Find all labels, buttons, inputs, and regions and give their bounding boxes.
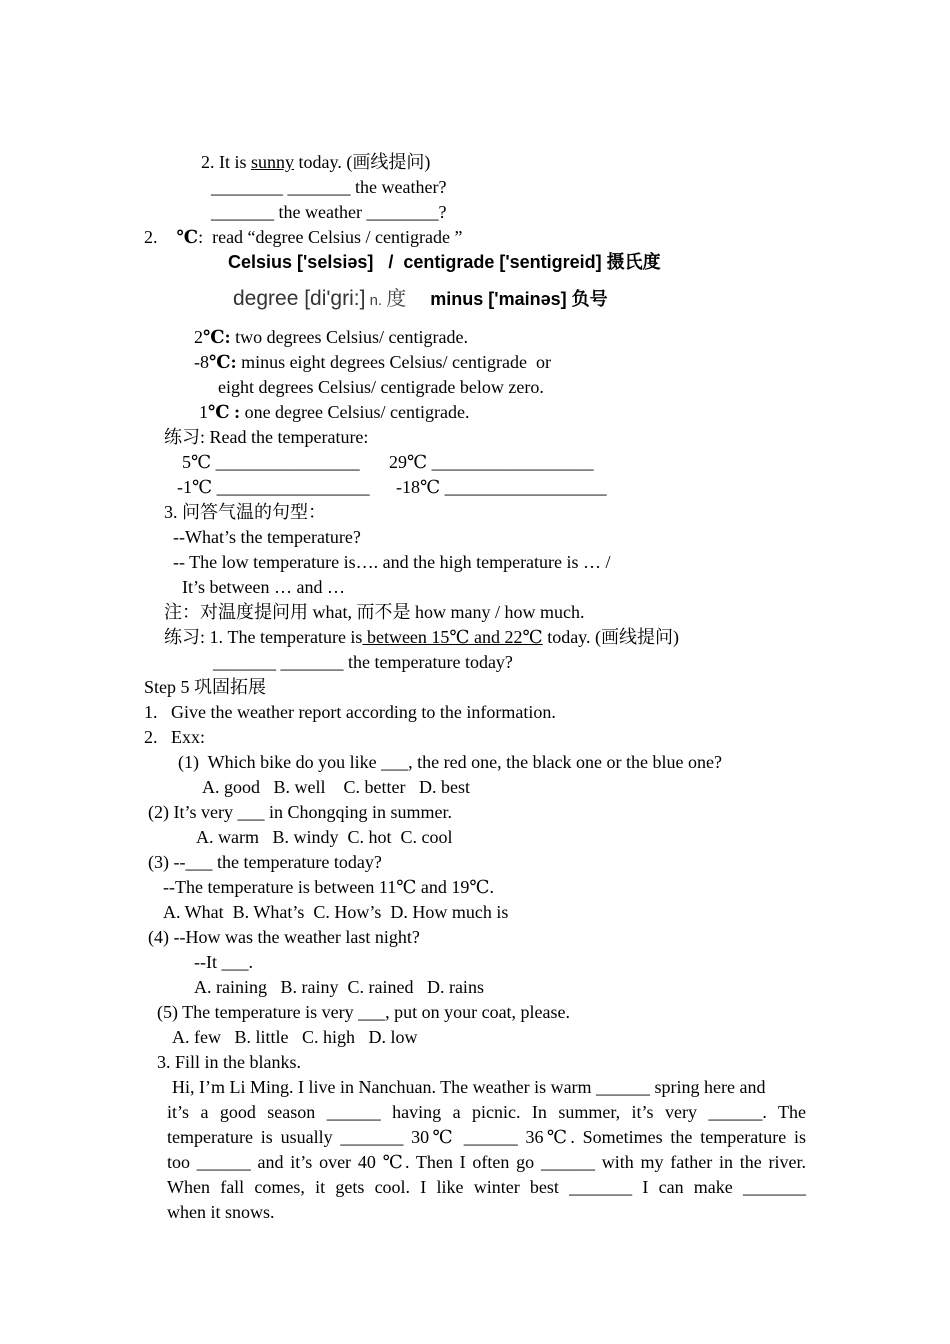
exercise-q3: (3) --___ the temperature today? — [148, 852, 382, 872]
exercise-q3-options: A. What B. What’s C. How’s D. How much is — [163, 902, 509, 922]
fill-paragraph-line-2: it’s a good season ______ having a picnic. In summer, it’s very ______. The — [167, 1102, 806, 1122]
exercise-q4-options: A. raining B. rainy C. rained D. rains — [194, 977, 484, 997]
question-2-line — [201, 150, 430, 175]
degree-phonetic-line — [233, 286, 608, 313]
exercise-q1-options: A. good B. well C. better D. best — [202, 777, 470, 797]
sentence-pattern-practice — [164, 625, 679, 650]
example-unit: ℃ : — [208, 402, 241, 422]
degree-word: degree [di'gri:] — [233, 287, 366, 310]
celsius-example-2-cont: eight degrees Celsius/ centigrade below zero. — [218, 377, 544, 397]
fill-paragraph-line-3: temperature is usually _______ 30℃ ______ 36℃. Sometimes the temperature is — [167, 1127, 806, 1147]
exercise-q4: (4) --How was the weather last night? — [148, 927, 420, 947]
fill-paragraph-line-5: When fall comes, it gets cool. I like winter best _______ I can make _______ — [167, 1177, 806, 1197]
step5-item-2: 2. Exx: — [144, 727, 205, 747]
sentence-pattern-title: 3. 问答气温的句型： — [164, 502, 326, 522]
practice-row2-left: -1℃ _________________ — [177, 477, 370, 497]
step5-item-3: 3. Fill in the blanks. — [157, 1052, 301, 1072]
celsius-example-3 — [199, 400, 469, 425]
celsius-symbol: ℃ — [176, 227, 199, 247]
q2-underlined-word: sunny — [251, 152, 295, 172]
sentence-pattern-answer-2: It’s between … and … — [182, 577, 345, 597]
example-number: 2 — [194, 327, 203, 347]
celsius-phonetic-line: Celsius ['selsiəs] / centigrade ['sentigreid] 摄氏度 — [228, 252, 661, 272]
example-unit: ℃: — [203, 327, 231, 347]
exercise-q2-options: A. warm B. windy C. hot C. cool — [196, 827, 453, 847]
minus-phonetic: minus ['mainəs] 负号 — [430, 289, 608, 309]
fill-paragraph-line-6: when it snows. — [167, 1202, 275, 1222]
practice-row2-right: -18℃ __________________ — [396, 477, 607, 497]
example-number: 1 — [199, 402, 208, 422]
example-text: minus eight degrees Celsius/ centigrade or — [236, 352, 551, 372]
q2-blank-line-2: _______ the weather ________? — [211, 202, 447, 222]
practice-row1-right: 29℃ __________________ — [389, 452, 594, 472]
q2-suffix: today. (画线提问) — [294, 152, 431, 172]
sentence-pattern-practice-blank: _______ _______ the temperature today? — [213, 652, 513, 672]
exercise-q1: (1) Which bike do you like ___, the red one, the black one or the blue one? — [178, 752, 722, 772]
item-number: 2. — [144, 227, 158, 247]
practice-prefix: 练习: 1. The temperature is — [164, 627, 363, 647]
step5-title: Step 5 巩固拓展 — [144, 677, 267, 697]
step5-item-1: 1. Give the weather report according to the information. — [144, 702, 556, 722]
celsius-example-1 — [194, 325, 468, 350]
practice-suffix: today. (画线提问) — [542, 627, 679, 647]
degree-chinese: 度 — [386, 288, 407, 310]
exercise-q5-options: A. few B. little C. high D. low — [172, 1027, 418, 1047]
degree-pos: n. — [365, 292, 387, 309]
practice-read-title: 练习: Read the temperature: — [164, 427, 369, 447]
example-text: one degree Celsius/ centigrade. — [240, 402, 470, 422]
celsius-intro-rest: : read “degree Celsius / centigrade ” — [198, 227, 463, 247]
example-number: -8 — [194, 352, 209, 372]
exercise-q4-answer: --It ___. — [194, 952, 253, 972]
fill-paragraph-line-4: too ______ and it’s over 40 ℃. Then I often go ______ with my father in the river. — [167, 1152, 806, 1172]
celsius-intro — [144, 225, 462, 250]
q2-prefix: 2. It is — [201, 152, 252, 172]
sentence-pattern-answer-1: -- The low temperature is…. and the high temperature is … / — [173, 552, 611, 572]
practice-underlined: between 15℃ and 22℃ — [362, 627, 543, 647]
exercise-q2: (2) It’s very ___ in Chongqing in summer. — [148, 802, 452, 822]
celsius-example-2 — [194, 350, 551, 375]
sentence-pattern-note: 注：对温度提问用 what, 而不是 how many / how much. — [164, 602, 585, 622]
practice-row1-left: 5℃ ________________ — [182, 452, 360, 472]
example-text: two degrees Celsius/ centigrade. — [230, 327, 468, 347]
fill-paragraph-line-1: Hi, I’m Li Ming. I live in Nanchuan. The weather is warm ______ spring here and — [172, 1077, 766, 1097]
exercise-q5: (5) The temperature is very ___, put on your coat, please. — [157, 1002, 571, 1022]
example-unit: ℃: — [209, 352, 237, 372]
sentence-pattern-question: --What’s the temperature? — [173, 527, 361, 547]
q2-blank-line-1: ________ _______ the weather? — [211, 177, 447, 197]
exercise-q3-answer: --The temperature is between 11℃ and 19℃. — [163, 877, 494, 897]
